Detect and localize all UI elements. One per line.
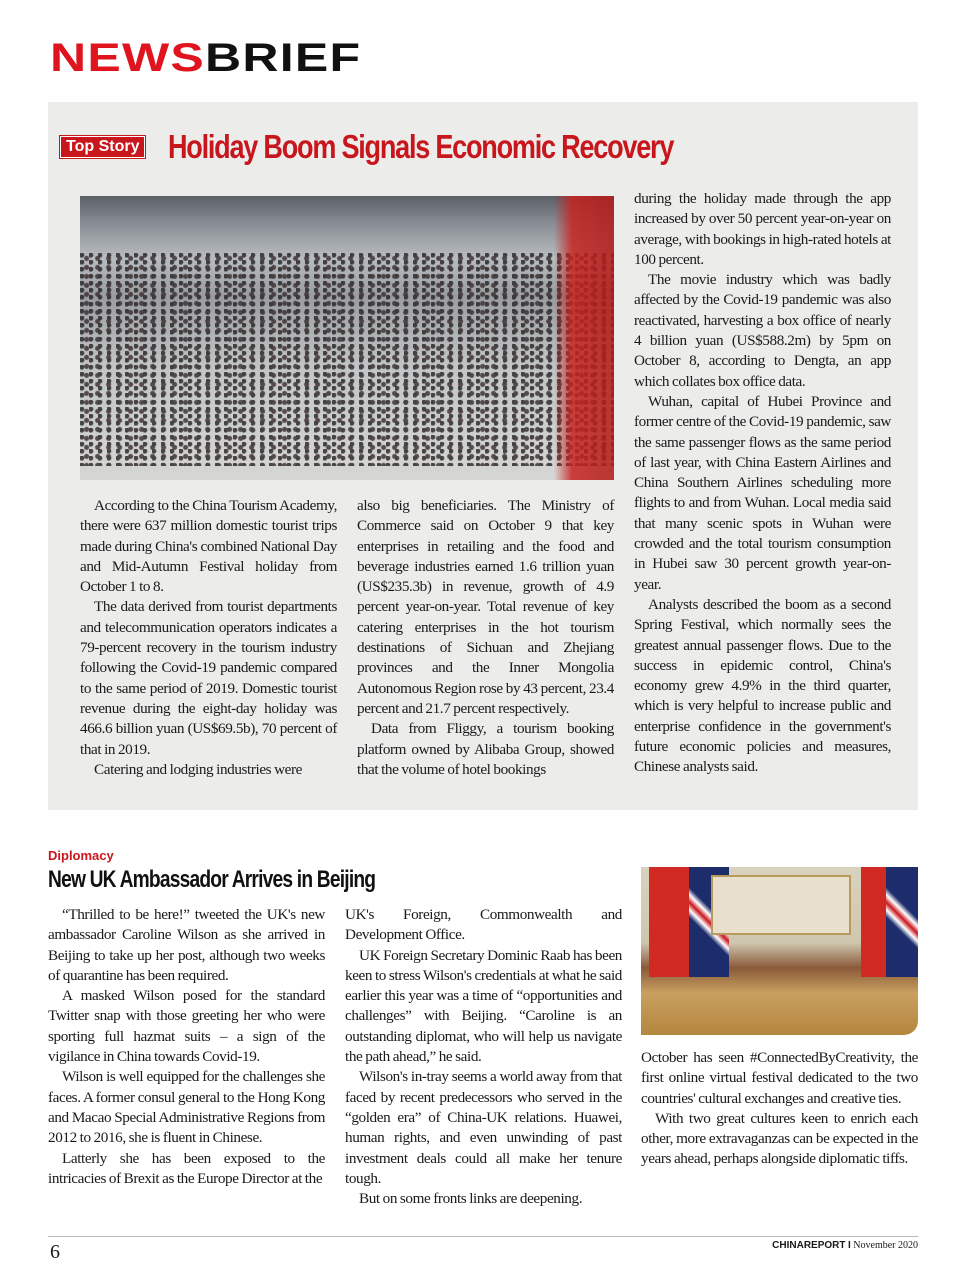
paragraph: “Thrilled to be here!” tweeted the UK's new ambassador Caroline Wilson as she arrived in Beijing to take up her post, although two weeks of quarantine has been required. [48, 906, 325, 984]
section-label: Diplomacy [48, 848, 114, 863]
ambassador-meeting-photo [641, 867, 918, 1035]
paragraph: A masked Wilson posed for the standard Twitter snap with those greeting her who were sporting full hazmat suits – a sign of the vigilance in China towards Covid-19. [48, 987, 325, 1066]
paragraph: But on some fronts links are deepening. [359, 1190, 583, 1208]
paragraph: October has seen #ConnectedByCreativity, the first online virtual festival dedicated to the two countries' cultural exchanges and creative ties. [641, 1049, 918, 1107]
top-story-tag: Top Story [60, 136, 145, 158]
paragraph: Data from Fliggy, a tourism booking platform owned by Alibaba Group, showed that the volume of hotel bookings [357, 720, 614, 778]
paragraph: UK's Foreign, Commonwealth and Development Office. [345, 906, 622, 944]
top-story-column-2 [357, 496, 614, 780]
paragraph: also big beneficiaries. The Ministry of Commerce said on October 9 that key enterprises in retailing and the food and beverage industries earned 1.6 trillion yuan (US$235.3b) in revenue, growth of 4.9 percent year-on-year. Total revenue of key catering enterprises in the hot tourism destinations of Sichuan and Zhejiang provinces and the Inner Mongolia Autonomous Region rose by 43 percent, 23.4 percent and 21.7 percent respectively. [357, 497, 614, 717]
diplomacy-column-1 [48, 905, 325, 1189]
diplomacy-column-2 [345, 905, 622, 1209]
page-number: 6 [50, 1241, 60, 1263]
paragraph: According to the China Tourism Academy, there were 637 million domestic tourist trips made during China's combined National Day and Mid-Autumn Festival holiday from October 1 to 8. [80, 497, 337, 596]
diplomacy-title: New UK Ambassador Arrives in Beijing [48, 866, 376, 893]
paragraph: Wuhan, capital of Hubei Province and former centre of the Covid-19 pandemic, saw the same passenger flows as the same period of last year, with China Eastern Airlines and China Southern Airlines scheduling more flights to and from Wuhan. Local media said that many scenic spots in Wuhan were crowded and the total tourism consumption in Hubei saw 30 percent growth year-on-year. [634, 392, 891, 593]
paragraph: Catering and lodging industries were [94, 760, 302, 778]
train-station-crowd-photo [80, 196, 614, 480]
paragraph: Analysts described the boom as a second Spring Festival, which normally sees the greatest annual passenger flows. Due to the success in epidemic control, China's economy grew 4.9% in the third quarter, which is very helpful to increase public and enterprise confidence in the government's future economic policies and measures, Chinese analysts said. [634, 595, 891, 776]
paragraph: UK Foreign Secretary Dominic Raab has been keen to stress Wilson's credentials at what he said earlier this year was a time of “opportunities and challenges” with Beijing. “Caroline is an outstanding diplomat, who will help us navigate the path ahead,” he said. [345, 946, 622, 1066]
top-story-column-1 [80, 496, 337, 780]
top-story-column-3 [634, 189, 891, 778]
paragraph: The data derived from tourist departments and telecommunication operators indicates a 79-percent recovery in the tourism industry following the Covid-19 pandemic compared to the same period of 2019. Domestic tourist revenue during the eight-day holiday was 466.6 billion yuan (US$69.5b), 70 percent of that in 2019. [80, 598, 337, 758]
diplomacy-column-3 [641, 1048, 918, 1170]
footer-rule [48, 1236, 918, 1237]
paragraph: Wilson's in-tray seems a world away from that faced by recent predecessors who served in the “golden era” of China-UK relations. Huawei, human rights, and even unwinding of past investment deals could all make her tenure tough. [345, 1068, 622, 1187]
newsbrief-logo: NEWSBRIEF [50, 36, 362, 80]
paragraph: Latterly she has been exposed to the intricacies of Brexit as the Europe Director at the [48, 1149, 325, 1187]
top-story-title: Holiday Boom Signals Economic Recovery [168, 128, 674, 165]
paragraph: during the holiday made through the app increased by over 50 percent year-on-year on average, with bookings in high-rated hotels at 100 percent. [634, 190, 891, 268]
footer-publication: CHINAREPORT I November 2020 [772, 1240, 918, 1251]
paragraph: Wilson is well equipped for the challenges she faces. A former consul general to the Hong Kong and Macao Special Administrative Regions from 2012 to 2016, she is fluent in Chinese. [48, 1068, 325, 1147]
paragraph: With two great cultures keen to enrich each other, more extravaganzas can be expected in the years ahead, perhaps alongside diplomatic tiffs. [641, 1109, 918, 1168]
paragraph: The movie industry which was badly affected by the Covid-19 pandemic was also reactivated, harvesting a box office of nearly 4 billion yuan (US$588.2m) by 5pm on October 8, according to Dengta, an app which collates box office data. [634, 271, 891, 390]
